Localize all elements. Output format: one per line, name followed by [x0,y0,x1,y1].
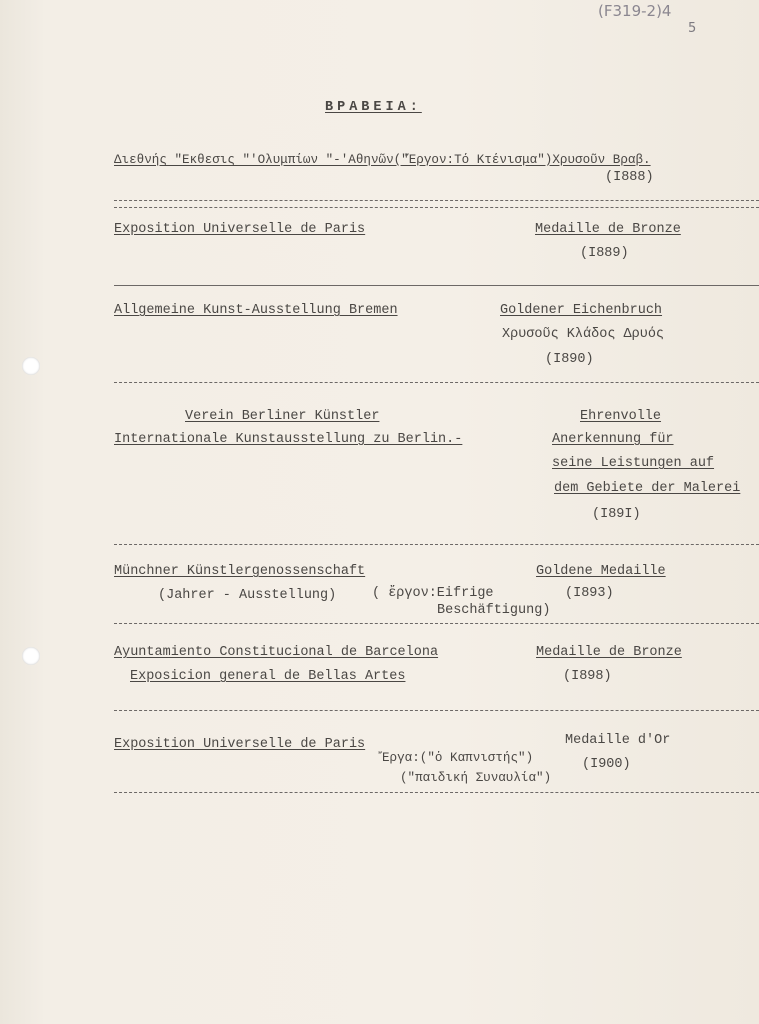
archive-reference: (F319-2)4 [598,2,672,20]
divider-1b [114,207,759,208]
entry4-award-line4: dem Gebiete der Malerei [554,481,741,496]
entry4-award-line3: seine Leistungen auf [552,456,715,471]
entry1-year: (I888) [605,170,654,185]
divider-6 [114,710,759,711]
entry3-award: Goldener Eichenbruch [500,303,663,318]
entry6-org: Ayuntamiento Constitucional de Barcelona [114,645,439,660]
divider-1 [114,200,759,201]
entry4-exhibition: Internationale Kunstausstellung zu Berlin.- [114,432,463,447]
entry4-award-line2: Anerkennung für [552,432,674,447]
entry7-work-line1: Ἔργα:("ὁ Καπνιστής") [382,751,534,765]
punch-hole-lower [22,647,40,665]
divider-2 [114,285,759,286]
entry2-award: Medaille de Bronze [535,222,681,237]
entry5-org: Münchner Künstlergenossenschaft [114,564,366,579]
entry5-award: Goldene Medaille [536,564,666,579]
page-number: 5 [688,21,697,36]
entry4-award-line1: Ehrenvolle [580,409,662,424]
entry4-year: (I89I) [592,507,641,522]
divider-7 [114,792,759,793]
entry4-org: Verein Berliner Künstler [185,409,380,424]
entry7-work-line2: ("παιδική Συναυλία") [400,771,552,785]
entry5-work-line1: ( ἔργον:Eifrige [372,586,494,601]
divider-4 [114,544,759,545]
entry3-exhibition: Allgemeine Kunst-Ausstellung Bremen [114,303,398,318]
entry5-year: (I893) [565,586,614,601]
entry5-work-line2: Beschäftigung) [437,603,551,618]
entry3-award-greek: Χρυσοῦς Κλάδος Δρυός [502,327,665,342]
divider-3 [114,382,759,383]
entry2-year: (I889) [580,246,629,261]
entry3-year: (I890) [545,352,594,367]
entry6-award: Medaille de Bronze [536,645,682,660]
entry5-exhibition: (Jahrer - Ausstellung) [158,588,337,603]
entry7-exhibition: Exposition Universelle de Paris [114,737,366,752]
entry6-exhibition: Exposicion general de Bellas Artes [130,669,406,684]
punch-hole-upper [22,357,40,375]
divider-5 [114,623,759,624]
entry1-line: Διεθνής "Εκθεσις "'Ολυμπίων "-'Αθηνῶν("Ἔργον:Τό Κτένισμα")Χρυσοῦν Βραβ. [114,153,651,167]
entry6-year: (I898) [563,669,612,684]
document-title: ΒΡΑΒΕΙΑ: [325,100,422,115]
entry7-year: (I900) [582,757,631,772]
entry2-exhibition: Exposition Universelle de Paris [114,222,366,237]
entry7-award: Medaille d'Or [565,733,671,748]
